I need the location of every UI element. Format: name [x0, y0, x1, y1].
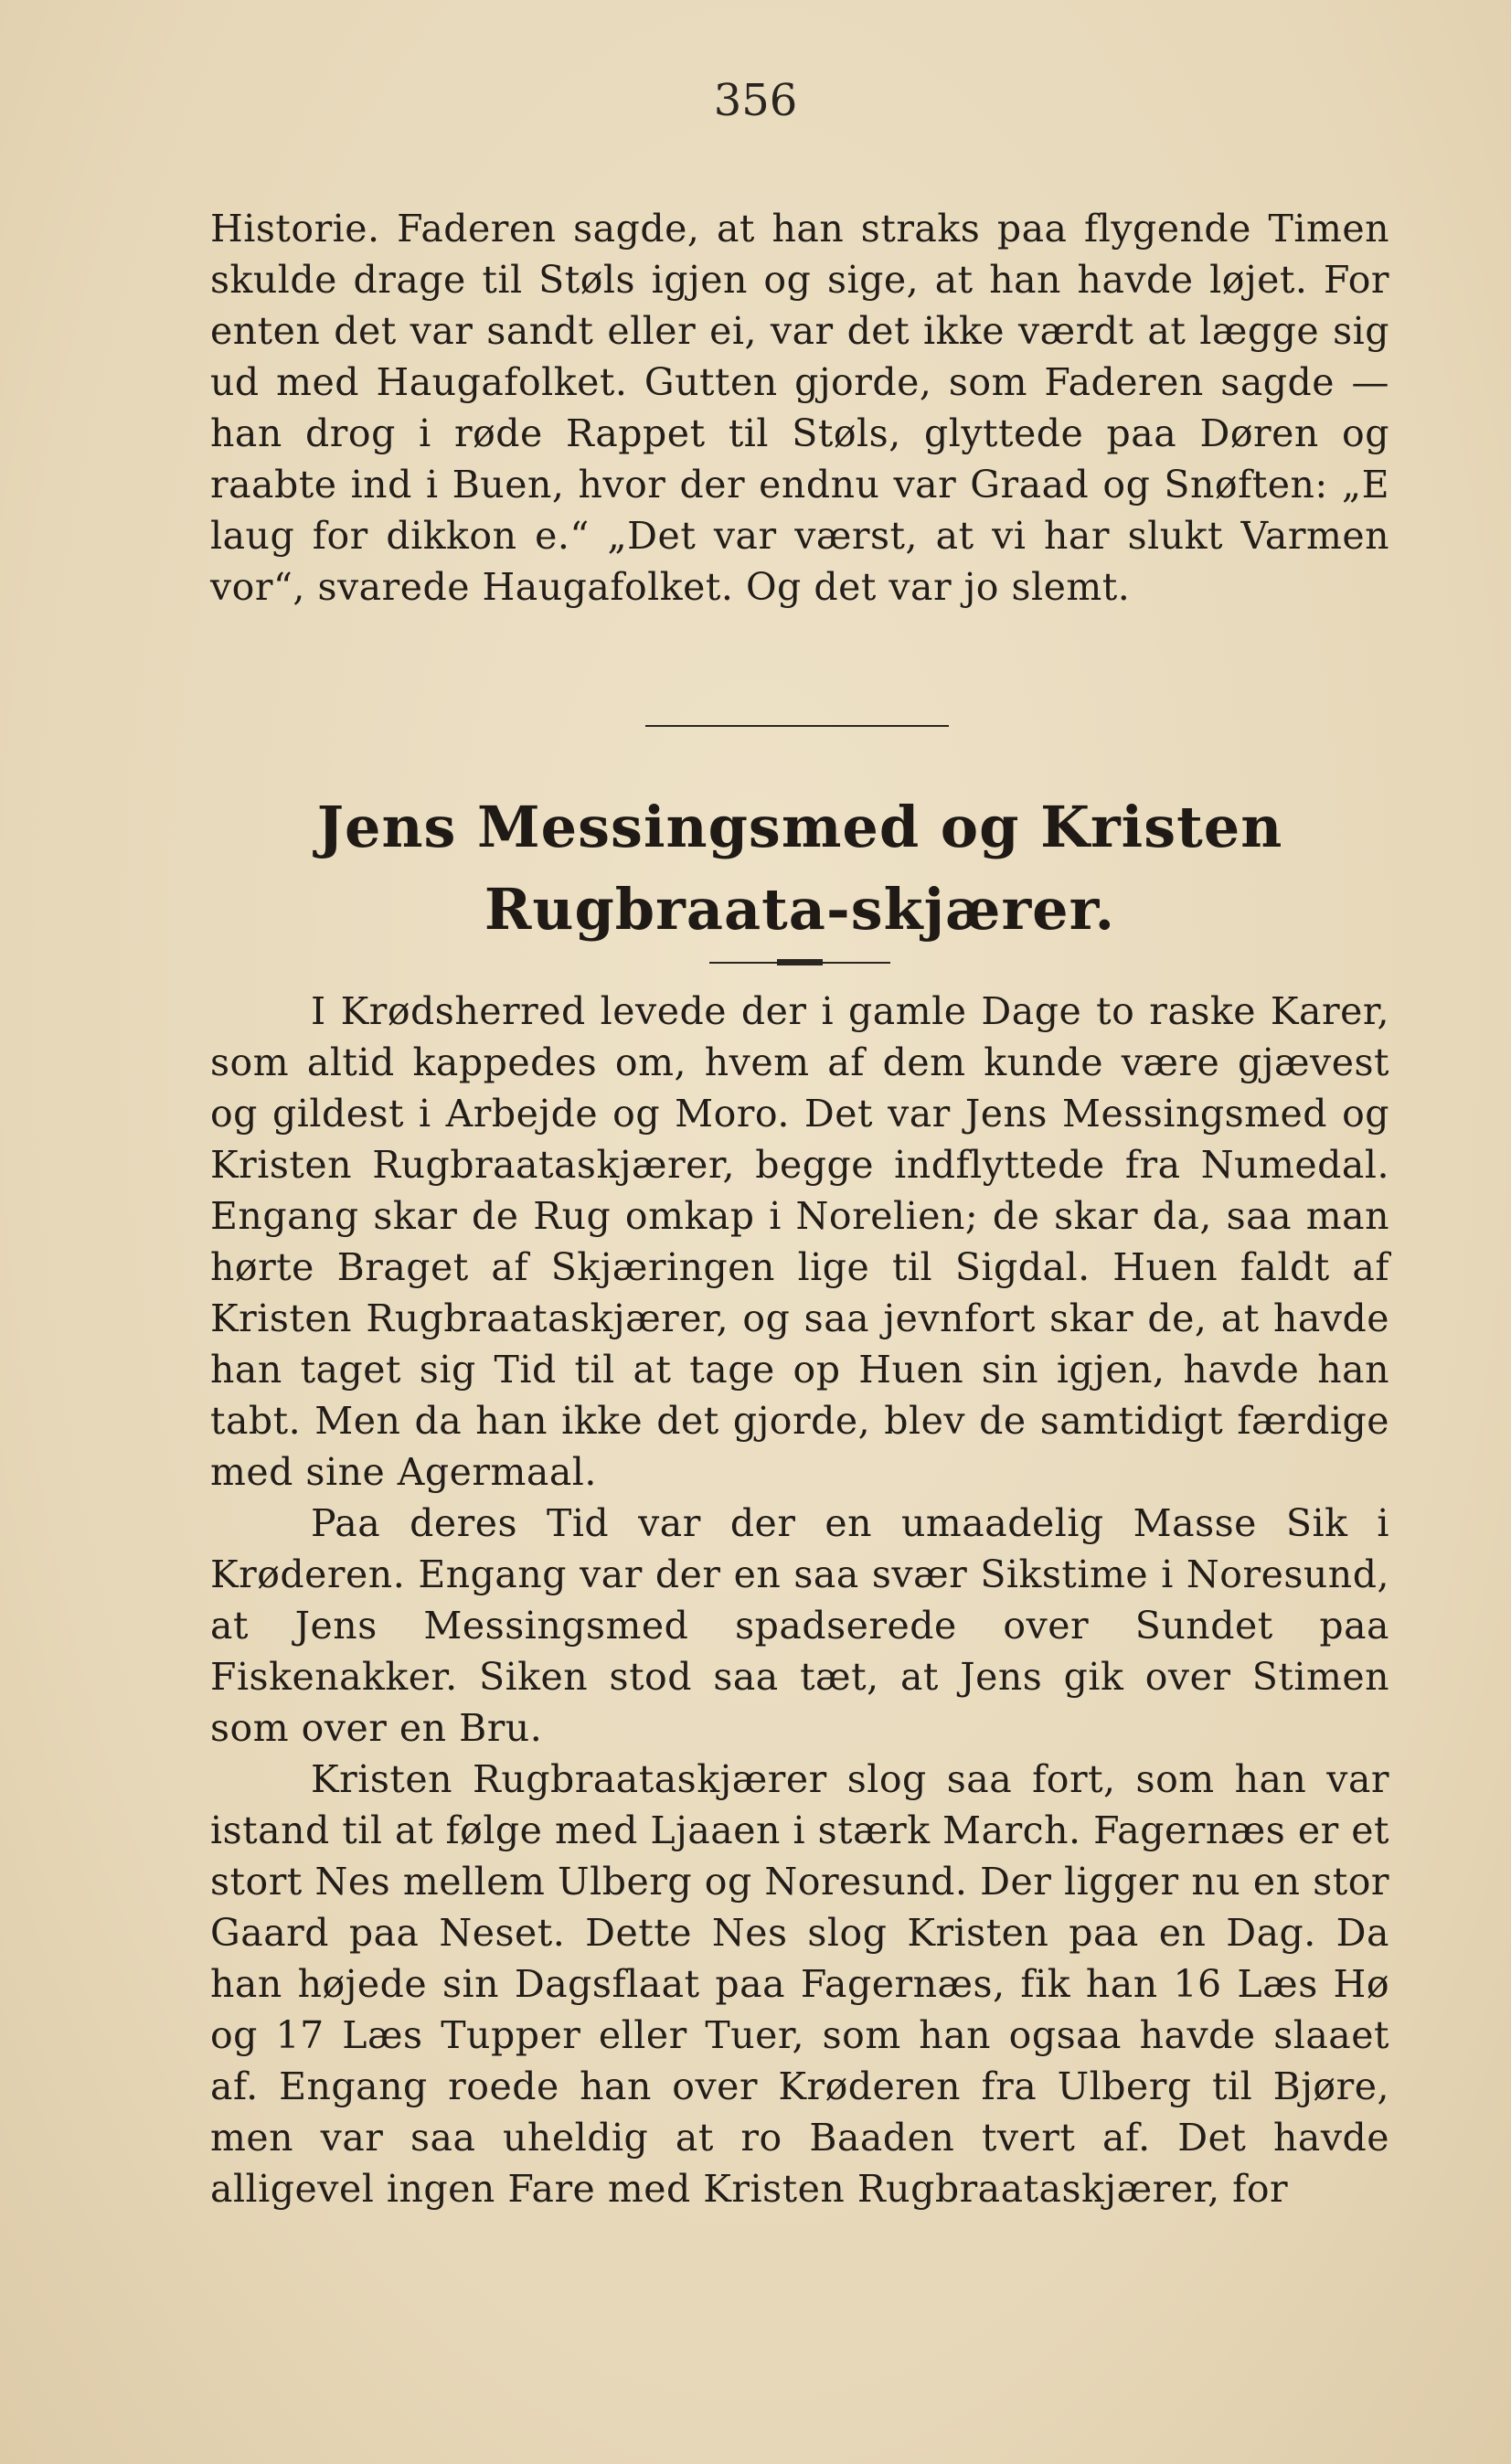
paragraph: I Krødsherred levede der i gamle Dage to raske Karer, som altid kappedes om, hvem af dem kunde være gjævest og gildest i Arbejde og Moro. Det var Jens Messingsmed og Kristen Rugbraataskjærer, begge indflyttede fra Numedal. Engang skar de Rug omkap i Norelien; de skar da, saa man hørte Braget af Skjæringen lige til Sigdal. Huen faldt af Kristen Rugbraataskjærer, og saa jevnfort skar de, at havde han taget sig Tid til at tage op Huen sin igjen, havde han tabt. Men da han ikke det gjorde, blev de samtidigt færdige med sine Agermaal.: [210, 989, 1389, 1494]
section-divider: [645, 725, 949, 727]
heading-ornament-rule: [709, 957, 890, 968]
paragraph: Kristen Rugbraataskjærer slog saa fort, som han var istand til at følge med Ljaaen i stærk March. Fagernæs er et stort Nes mellem Ulberg og Noresund. Der ligger nu en stor Gaard paa Neset. Dette Nes slog Kristen paa en Dag. Da han højede sin Dagsflaat paa Fagernæs, fik han 16 Læs Hø og 17 Læs Tupper eller Tuer, som han ogsaa havde slaaet af. Engang roede han over Krøderen fra Ulberg til Bjøre, men var saa uheldig at ro Baaden tvert af. Det havde alligevel ingen Fare med Kristen Rugbraataskjærer, for: [210, 1757, 1389, 2211]
section-heading: Jens Messingsmed og Kristen Rugbraata-skjærer.: [316, 794, 1283, 943]
paragraph: Historie. Faderen sagde, at han straks paa flygende Timen skulde drage til Støls igjen og sige, at han havde løjet. For enten det var sandt eller ei, var det ikke værdt at lægge sig ud med Haugafolket. Gutten gjorde, som Faderen sagde — han drog i røde Rappet til Støls, glyttede paa Døren og raabte ind i Buen, hvor der endnu var Graad og Snøften: „E laug for dikkon e.“ „Det var værst, at vi har slukt Varmen vor“, svarede Haugafolket. Og det var jo slemt.: [210, 207, 1389, 609]
paragraph: Paa deres Tid var der en umaadelig Masse Sik i Krøderen. Engang var der en saa svær Sikstime i Noresund, at Jens Messingsmed spadserede over Sundet paa Fiskenakker. Siken stod saa tæt, at Jens gik over Stimen som over en Bru.: [210, 1501, 1389, 1750]
page-number: 356: [713, 75, 798, 126]
intro-paragraph: [210, 203, 1389, 613]
section-body: [210, 986, 1389, 2214]
